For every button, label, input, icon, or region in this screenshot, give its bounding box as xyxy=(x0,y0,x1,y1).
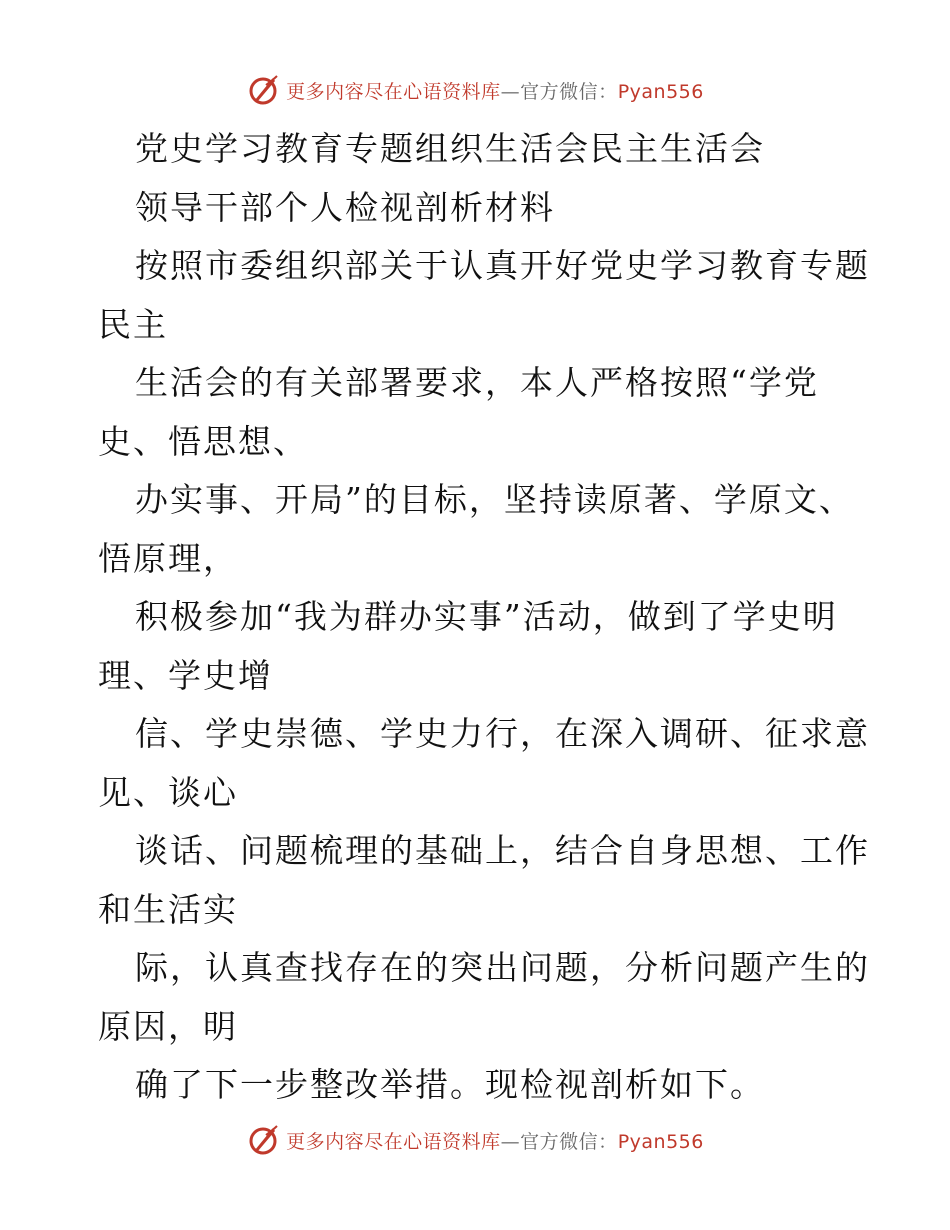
watermark-label: 官方微信： xyxy=(520,80,618,103)
paragraph-line: 积极参加“我为群办实事”活动，做到了学史明 xyxy=(135,597,838,636)
document-subtitle: 领导干部个人检视剖析材料 xyxy=(135,187,555,227)
document-body xyxy=(98,120,870,1115)
paragraph-line: 悟原理， xyxy=(98,538,238,578)
paragraph-line: 办实事、开局”的目标，坚持读原著、学原文、 xyxy=(135,480,854,519)
paragraph-line: 见、谈心 xyxy=(98,772,238,812)
watermark-dash: — xyxy=(500,80,521,103)
paragraph-line: 和生活实 xyxy=(98,889,238,929)
paragraph-line: 理、学史增 xyxy=(98,655,273,695)
watermark-text xyxy=(286,1127,704,1154)
quill-pen-circle-icon xyxy=(246,73,280,107)
watermark-dash: — xyxy=(500,1130,521,1153)
watermark-label: 官方微信： xyxy=(520,1130,618,1153)
paragraph-line: 确了下一步整改举措。现检视剖析如下。 xyxy=(135,1065,765,1104)
paragraph-line: 按照市委组织部关于认真开好党史学习教育专题 xyxy=(135,246,870,285)
watermark-brand: 更多内容尽在心语资料库 xyxy=(286,1130,501,1153)
quill-pen-circle-icon xyxy=(246,1123,280,1157)
paragraph-line: 谈话、问题梳理的基础上，结合自身思想、工作 xyxy=(135,831,870,870)
watermark-id: Pyan556 xyxy=(617,80,704,103)
watermark-text xyxy=(286,77,704,104)
footer-watermark xyxy=(0,1120,950,1160)
paragraph-line: 生活会的有关部署要求，本人严格按照“学党 xyxy=(135,363,819,402)
paragraph-line: 史、悟思想、 xyxy=(98,421,308,461)
paragraph-line: 信、学史崇德、学史力行，在深入调研、征求意 xyxy=(135,714,870,753)
paragraph-line: 民主 xyxy=(98,304,168,344)
watermark-brand: 更多内容尽在心语资料库 xyxy=(286,80,501,103)
paragraph-line: 际，认真查找存在的突出问题，分析问题产生的 xyxy=(135,948,870,987)
header-watermark xyxy=(0,70,950,110)
document-title: 党史学习教育专题组织生活会民主生活会 xyxy=(135,129,765,168)
paragraph-line: 原因，明 xyxy=(98,1006,238,1046)
watermark-id: Pyan556 xyxy=(617,1130,704,1153)
